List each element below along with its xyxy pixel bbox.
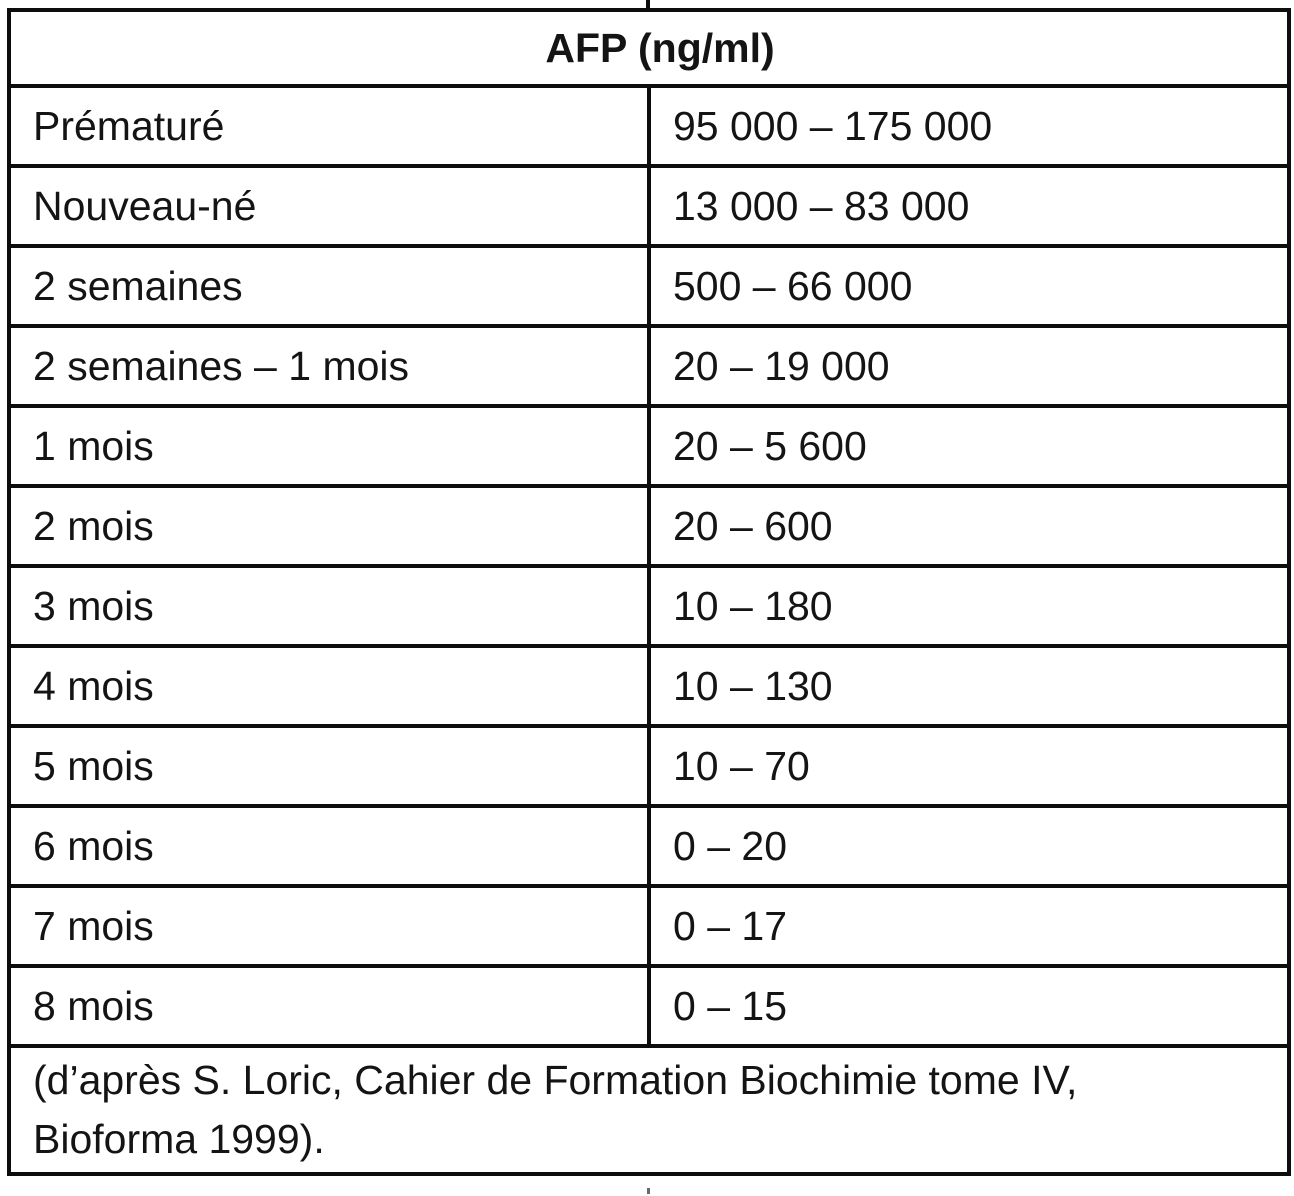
table-row bbox=[9, 166, 1289, 246]
table-footer-row bbox=[9, 1046, 1289, 1174]
age-cell: 8 mois bbox=[9, 966, 649, 1046]
age-cell: 4 mois bbox=[9, 646, 649, 726]
table-title: AFP (ng/ml) bbox=[9, 10, 1289, 86]
age-cell: 7 mois bbox=[9, 886, 649, 966]
table-row bbox=[9, 806, 1289, 886]
age-cell: 6 mois bbox=[9, 806, 649, 886]
table-row bbox=[9, 966, 1289, 1046]
age-cell: Nouveau-né bbox=[9, 166, 649, 246]
value-cell: 13 000 – 83 000 bbox=[649, 166, 1289, 246]
age-cell: 2 semaines – 1 mois bbox=[9, 326, 649, 406]
table-row bbox=[9, 726, 1289, 806]
cropped-table-divider-remnant-bottom bbox=[647, 1188, 650, 1194]
table-row bbox=[9, 646, 1289, 726]
age-cell: 3 mois bbox=[9, 566, 649, 646]
value-cell: 0 – 17 bbox=[649, 886, 1289, 966]
table-row bbox=[9, 566, 1289, 646]
value-cell: 20 – 5 600 bbox=[649, 406, 1289, 486]
table-row bbox=[9, 406, 1289, 486]
table-row bbox=[9, 326, 1289, 406]
value-cell: 0 – 20 bbox=[649, 806, 1289, 886]
source-citation-line1: (d’après S. Loric, Cahier de Formation Biochimie tome IV, bbox=[33, 1056, 1078, 1103]
afp-reference-table bbox=[7, 8, 1291, 1176]
value-cell: 20 – 600 bbox=[649, 486, 1289, 566]
table-header-row bbox=[9, 10, 1289, 86]
age-cell: 5 mois bbox=[9, 726, 649, 806]
age-cell: 2 semaines bbox=[9, 246, 649, 326]
table-row bbox=[9, 486, 1289, 566]
value-cell: 20 – 19 000 bbox=[649, 326, 1289, 406]
table-row bbox=[9, 886, 1289, 966]
table-row bbox=[9, 246, 1289, 326]
value-cell: 10 – 180 bbox=[649, 566, 1289, 646]
age-cell: Prématuré bbox=[9, 86, 649, 166]
value-cell: 10 – 70 bbox=[649, 726, 1289, 806]
source-citation bbox=[9, 1046, 1289, 1174]
source-citation-line2: Bioforma 1999). bbox=[33, 1116, 325, 1162]
value-cell: 0 – 15 bbox=[649, 966, 1289, 1046]
table-row bbox=[9, 86, 1289, 166]
value-cell: 95 000 – 175 000 bbox=[649, 86, 1289, 166]
age-cell: 2 mois bbox=[9, 486, 649, 566]
value-cell: 10 – 130 bbox=[649, 646, 1289, 726]
age-cell: 1 mois bbox=[9, 406, 649, 486]
value-cell: 500 – 66 000 bbox=[649, 246, 1289, 326]
